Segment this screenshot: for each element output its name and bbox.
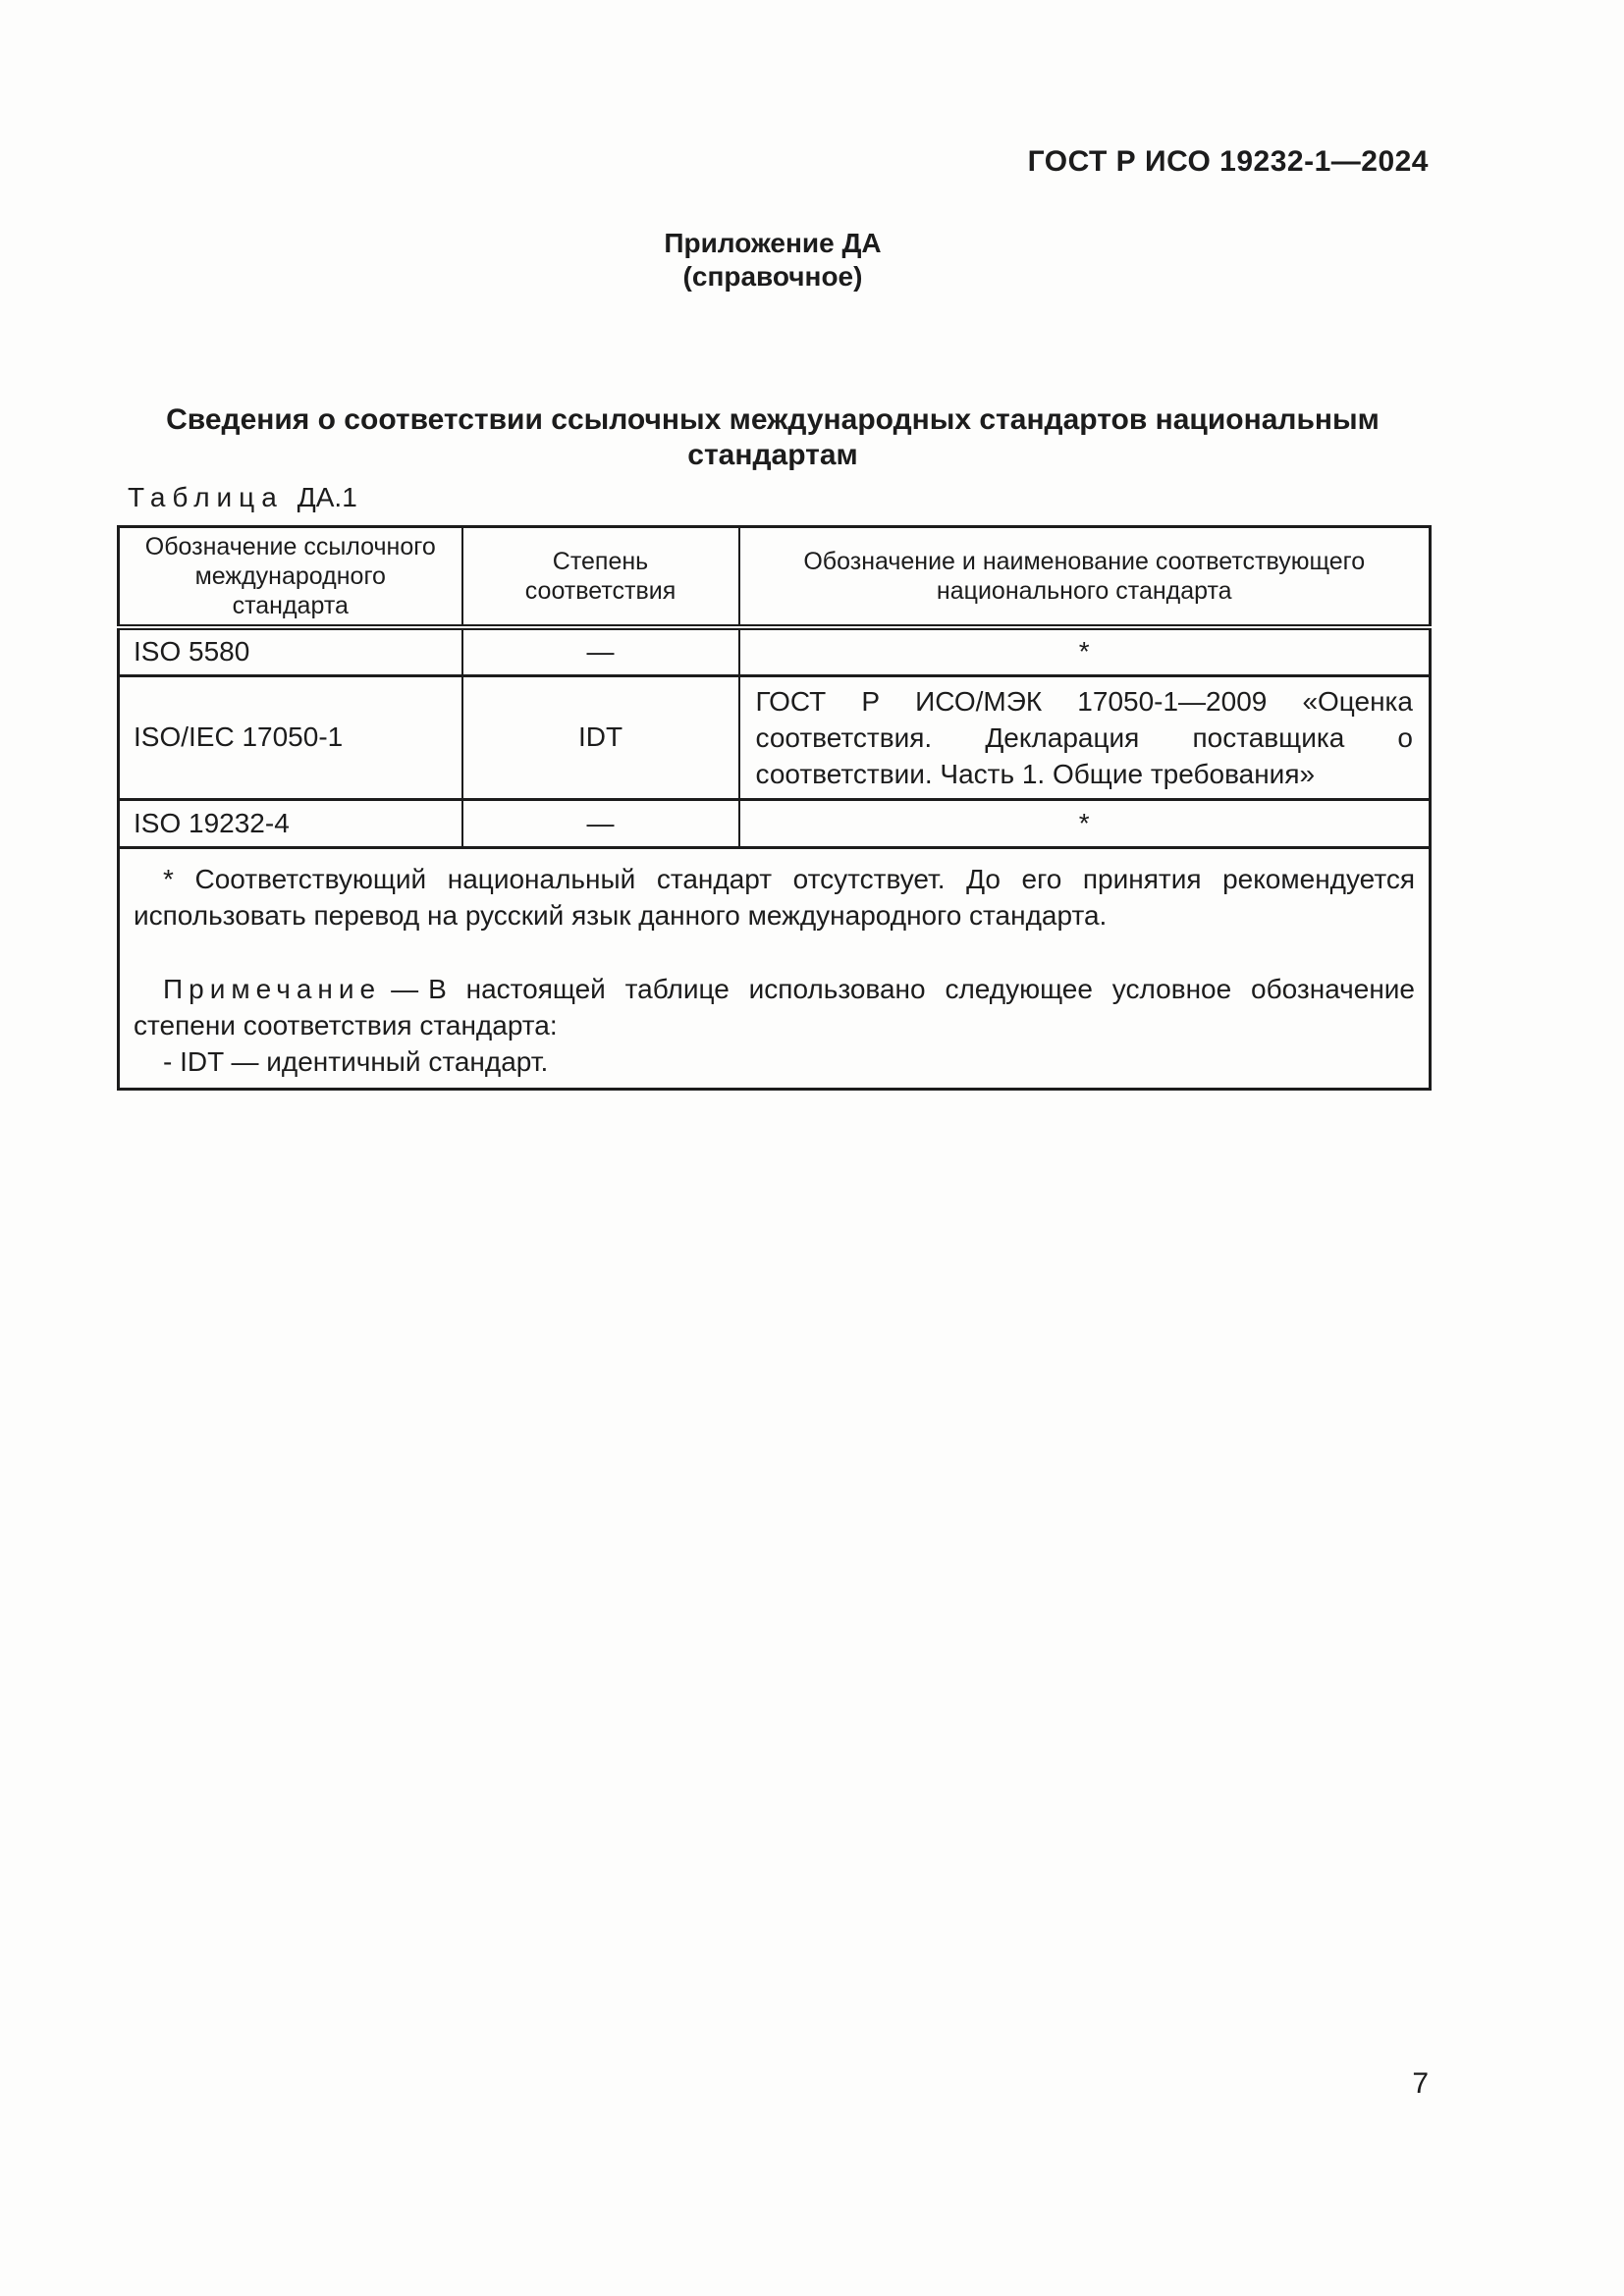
note-label: Примечание	[163, 973, 382, 1004]
column-header-reference-standard: Обозначение ссылочного международного стандарта	[119, 527, 462, 628]
cell-degree: —	[462, 799, 739, 847]
column-header-degree: Степень соответствия	[462, 527, 739, 628]
cell-reference-standard: ISO 19232-4	[119, 799, 462, 847]
cell-reference-standard: ISO 5580	[119, 627, 462, 675]
cell-reference-standard: ISO/IEC 17050-1	[119, 675, 462, 799]
cell-national-standard: *	[739, 627, 1431, 675]
section-heading: Сведения о соответствии ссылочных международных стандартов национальным стандартам	[166, 403, 1380, 471]
page-number: 7	[1412, 2067, 1429, 2100]
appendix-subtitle: (справочное)	[682, 261, 863, 292]
footnote-text: * Соответствующий национальный стандарт отсутствует. До его принятия рекомендуется использовать перевод на русский язык данного международного стандарта.	[134, 863, 1415, 931]
table-row	[119, 627, 1431, 675]
cell-national-standard: *	[739, 799, 1431, 847]
note-dash: —	[391, 973, 419, 1004]
footnote-cell	[119, 847, 1431, 1089]
note-list-item: - IDT — идентичный стандарт.	[163, 1045, 549, 1077]
cell-degree: IDT	[462, 675, 739, 799]
correspondence-table	[117, 525, 1432, 1091]
note-text: В настоящей таблице использовано следующее условное обозначение степени соответствия стандарта:	[134, 973, 1415, 1041]
table-footnote-row	[119, 847, 1431, 1089]
note-paragraph	[134, 971, 1415, 1043]
table-row	[119, 675, 1431, 799]
column-header-national-standard: Обозначение и наименование соответствующего национального стандарта	[739, 527, 1431, 628]
appendix-title-block	[117, 227, 1429, 294]
cell-degree: —	[462, 627, 739, 675]
table-header-row	[119, 527, 1431, 628]
cell-national-standard: ГОСТ Р ИСО/МЭК 17050-1—2009 «Оценка соответствия. Декларация поставщика о соответствии. Часть 1. Общие требования»	[739, 675, 1431, 799]
appendix-title: Приложение ДА	[664, 228, 882, 258]
table-row	[119, 799, 1431, 847]
table-caption-number: ДА.1	[297, 482, 357, 512]
document-header: ГОСТ Р ИСО 19232-1—2024	[1027, 145, 1429, 178]
table-caption	[128, 482, 357, 513]
table-caption-word: Таблица	[128, 482, 284, 512]
